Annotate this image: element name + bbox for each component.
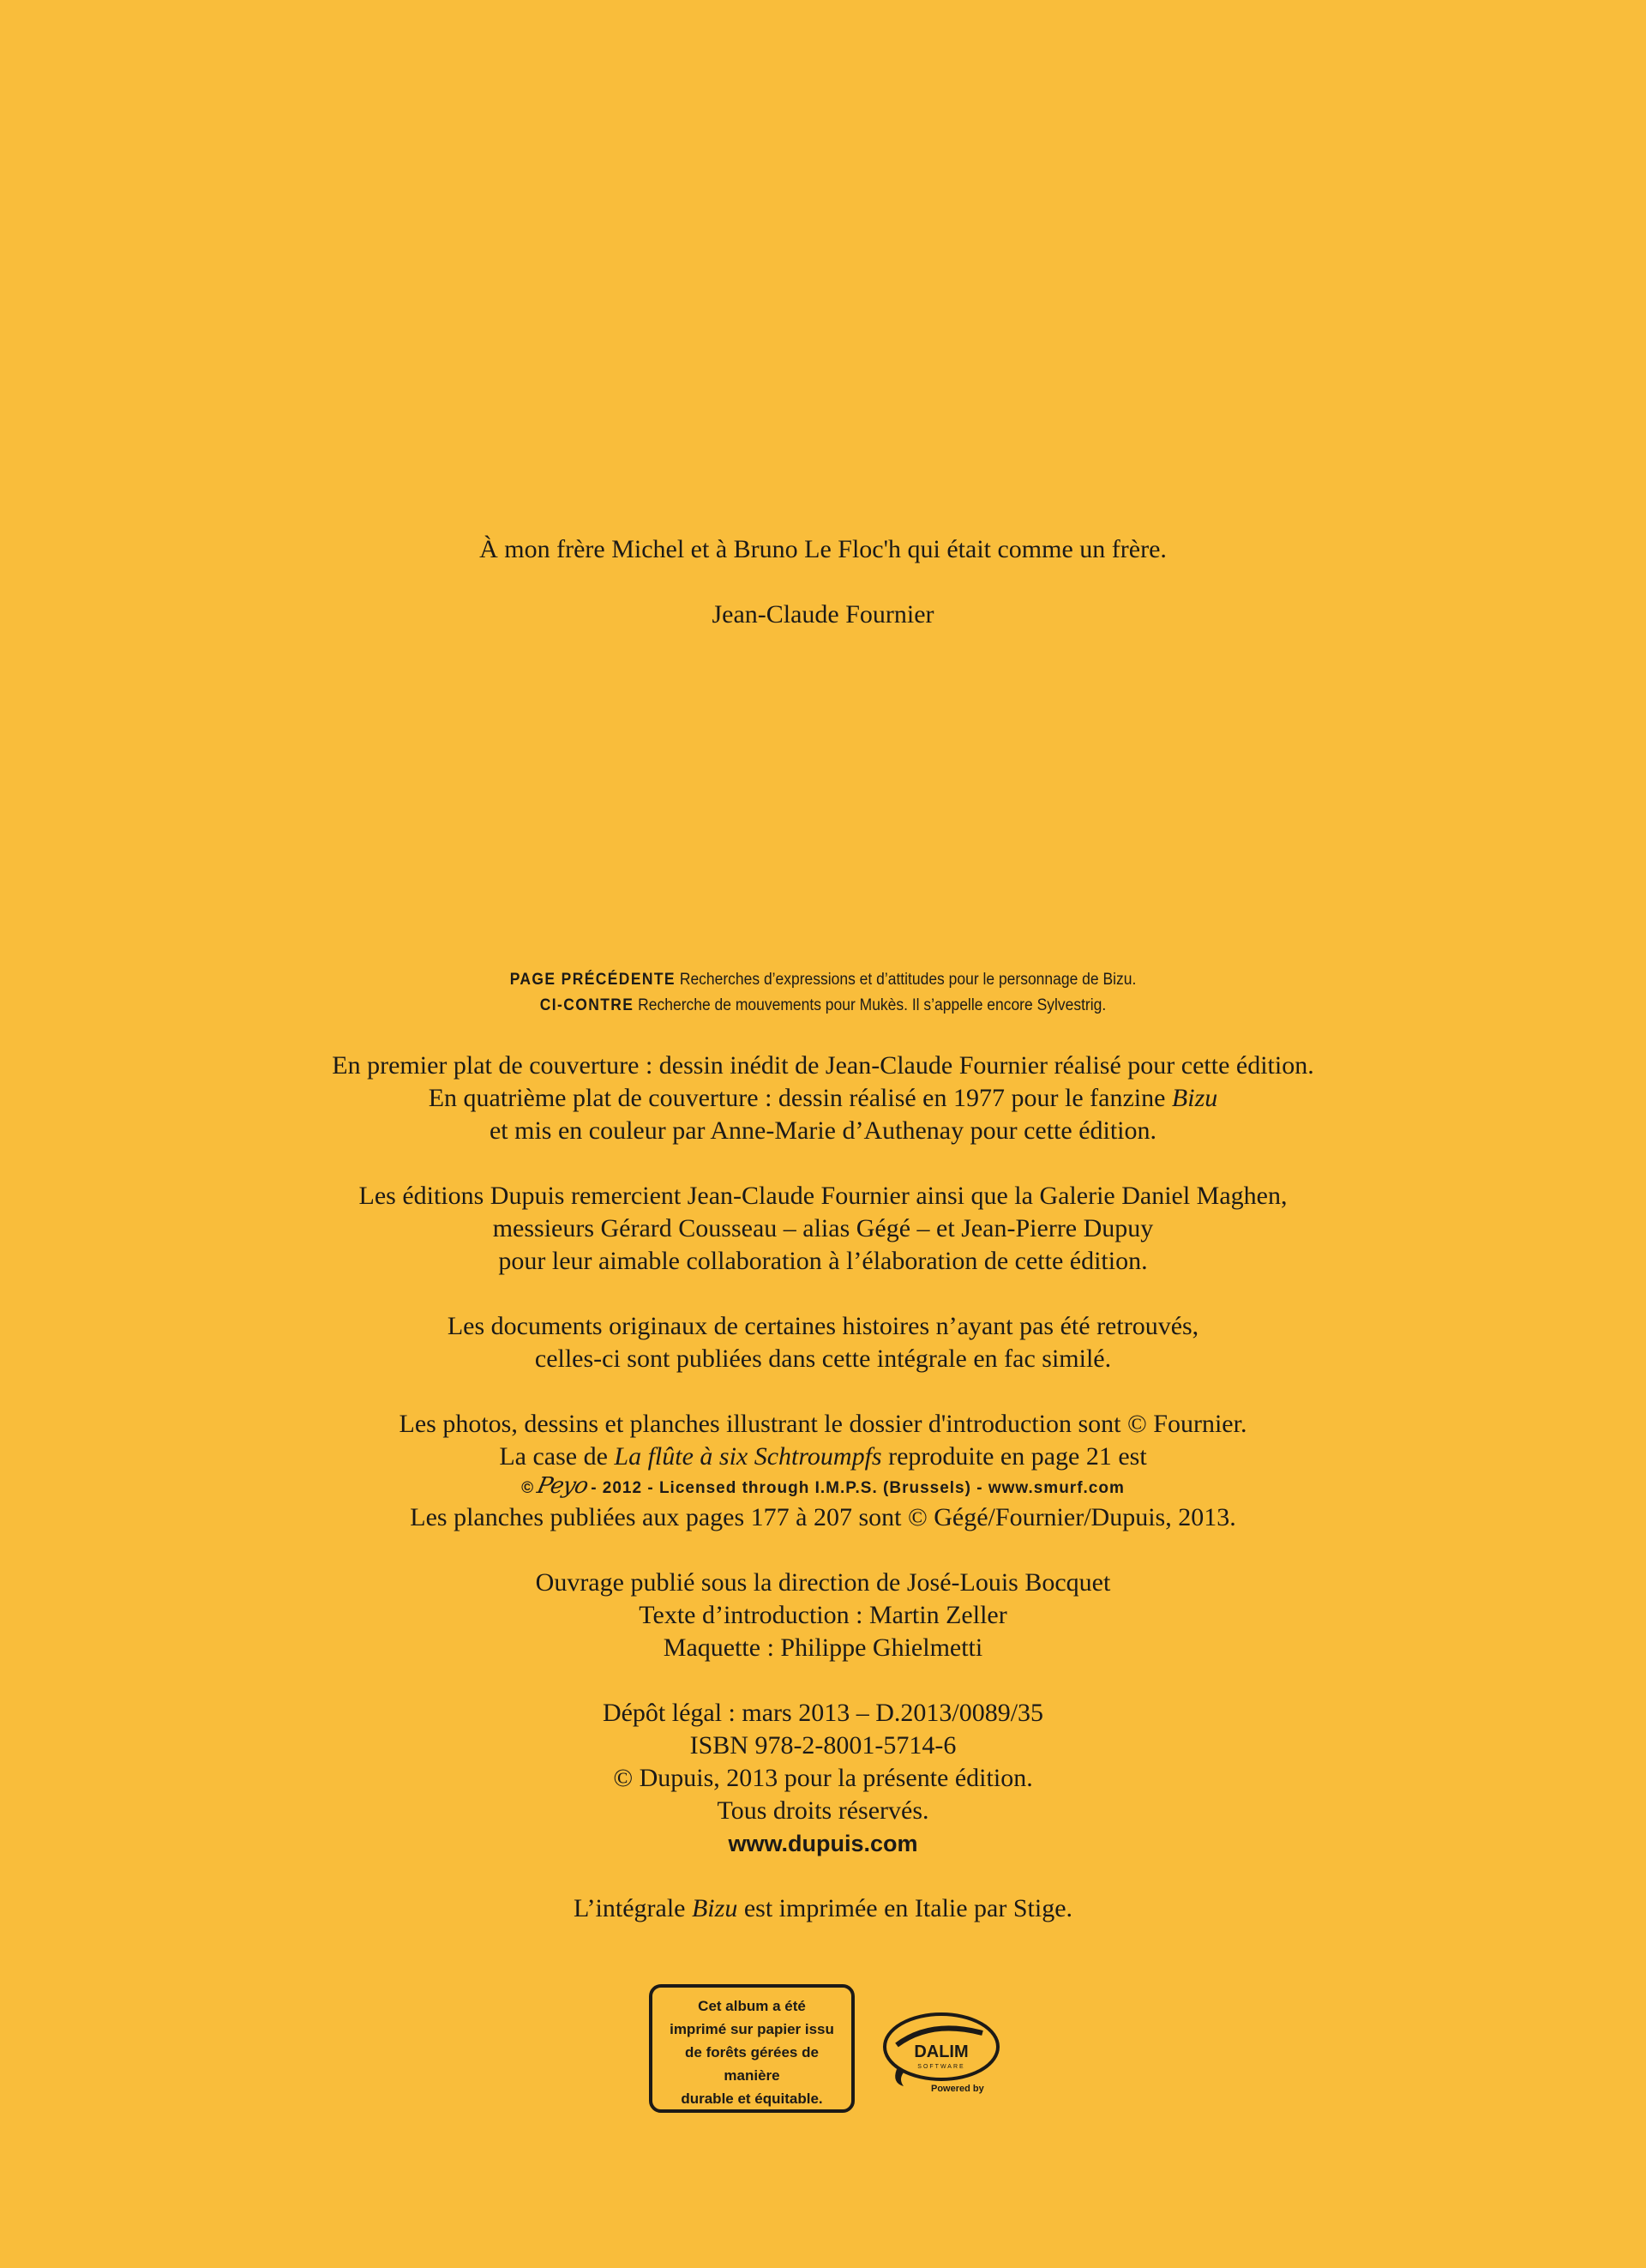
peyo-signature: Peyo <box>534 1473 591 1499</box>
isbn: ISBN 978-2-8001-5714-6 <box>689 1731 957 1760</box>
thanks-line: Les éditions Dupuis remercient Jean-Claude Fournier ainsi que la Galerie Daniel Maghen, <box>358 1182 1288 1210</box>
rights-line: La case de La flûte à six Schtroumpfs reproduite en page 21 est <box>499 1442 1147 1471</box>
credits <box>0 1050 1646 1958</box>
dedication <box>0 533 1646 631</box>
thanks-line: messieurs Gérard Cousseau – alias Gégé – et Jean-Pierre Dupuy <box>492 1214 1154 1242</box>
cover-back-line: En quatrième plat de couverture : dessin réalisé en 1977 pour le fanzine Bizu <box>428 1084 1218 1112</box>
documents-note <box>0 1310 1646 1375</box>
dalim-logo-text: DALIM <box>914 2042 969 2061</box>
eco-paper-badge: Cet album a été imprimé sur papier issu de forêts gérées de manière durable et équitable. <box>649 1984 855 2113</box>
cover-front-line: En premier plat de couverture : dessin inédit de Jean-Claude Fournier réalisé pour cette édition. <box>332 1051 1314 1080</box>
caption-opposite <box>66 993 1580 1019</box>
caption-previous-page <box>66 967 1580 993</box>
documents-line: Les documents originaux de certaines histoires n’ayant pas été retrouvés, <box>447 1312 1199 1340</box>
rights-line: Les planches publiées aux pages 177 à 207 sont © Gégé/Fournier/Dupuis, 2013. <box>410 1503 1236 1531</box>
legal <box>0 1697 1646 1860</box>
thanks <box>0 1180 1646 1278</box>
dedication-line: À mon frère Michel et à Bruno Le Floc'h qui était comme un frère. <box>479 535 1167 563</box>
caption-text: Recherche de mouvements pour Mukès. Il s’appelle encore Sylvestrig. <box>638 996 1107 1014</box>
caption-label: PAGE PRÉCÉDENTE <box>509 971 676 989</box>
dalim-logo-sub: SOFTWARE <box>917 2064 965 2070</box>
thanks-line: pour leur aimable collaboration à l’élaboration de cette édition. <box>498 1247 1148 1275</box>
rights-line: Les photos, dessins et planches illustrant le dossier d'introduction sont © Fournier. <box>399 1410 1247 1438</box>
documents-line: celles-ci sont publiées dans cette intégrale en fac similé. <box>534 1345 1112 1373</box>
image-captions <box>66 967 1580 1019</box>
direction <box>0 1567 1646 1664</box>
direction-line: Maquette : Philippe Ghielmetti <box>663 1633 983 1662</box>
caption-label: CI-CONTRE <box>539 996 634 1014</box>
smurf-licence: ©Peyo- 2012 - Licensed through I.M.P.S. (Brussels) - www.smurf.com <box>521 1473 1125 1499</box>
website-link[interactable]: www.dupuis.com <box>728 1831 918 1856</box>
dalim-powered-by: Powered by <box>931 2084 984 2094</box>
printer-line: L’intégrale Bizu est imprimée en Italie par Stige. <box>573 1894 1073 1922</box>
rights <box>0 1408 1646 1534</box>
cover-credits <box>0 1050 1646 1147</box>
cover-color-line: et mis en couleur par Anne-Marie d’Authenay pour cette édition. <box>489 1116 1157 1145</box>
legal-deposit: Dépôt légal : mars 2013 – D.2013/0089/35 <box>602 1699 1044 1727</box>
dedication-signature: Jean-Claude Fournier <box>712 600 934 629</box>
caption-text: Recherches d’expressions et d’attitudes pour le personnage de Bizu. <box>679 971 1137 989</box>
direction-line: Texte d’introduction : Martin Zeller <box>639 1601 1007 1629</box>
copyright: © Dupuis, 2013 pour la présente édition. <box>613 1764 1033 1792</box>
rights-reserved: Tous droits réservés. <box>717 1796 929 1825</box>
direction-line: Ouvrage publié sous la direction de José-Louis Bocquet <box>535 1568 1111 1597</box>
